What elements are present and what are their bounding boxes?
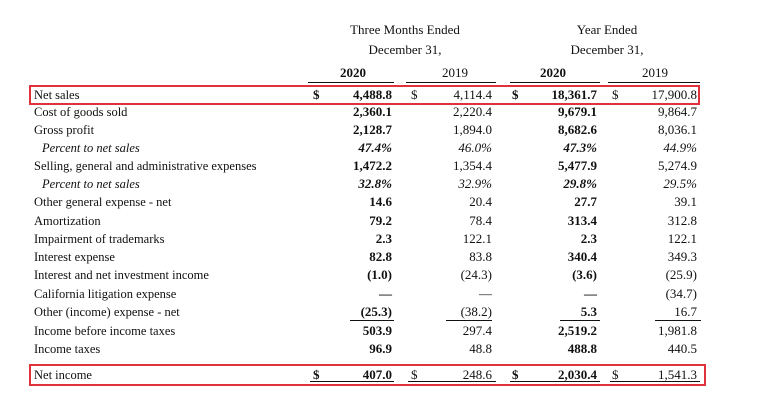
cell-value: 46.0% bbox=[458, 140, 492, 155]
cell-value: 79.2 bbox=[369, 213, 392, 228]
cell-value: 5.3 bbox=[580, 304, 597, 319]
table-row bbox=[0, 230, 760, 248]
subtotal-underline bbox=[446, 320, 492, 321]
year-ended-title: Year Ended bbox=[576, 22, 638, 37]
row-label: Other general expense - net bbox=[34, 195, 172, 209]
table-row bbox=[0, 322, 760, 340]
cell-value: 2,030.4 bbox=[558, 367, 597, 382]
cell-value: (24.3) bbox=[460, 267, 492, 282]
currency-symbol: $ bbox=[512, 87, 519, 102]
cell-value: 14.6 bbox=[369, 194, 392, 209]
currency-symbol: $ bbox=[612, 367, 619, 382]
year-ended-date: December 31, bbox=[570, 42, 644, 57]
cell-value: 29.5% bbox=[663, 176, 697, 191]
subtotal-underline bbox=[560, 320, 600, 321]
cell-value: (25.9) bbox=[665, 267, 697, 282]
cell-value: 44.9% bbox=[663, 140, 697, 155]
cell-value: 2,220.4 bbox=[453, 104, 492, 119]
cell-value: 2,519.2 bbox=[558, 323, 597, 338]
table-row bbox=[0, 103, 760, 121]
table-row bbox=[0, 248, 760, 266]
year-header-y-2019: 2019 bbox=[642, 65, 668, 80]
cell-value: 407.0 bbox=[362, 367, 392, 382]
subtotal-underline bbox=[655, 320, 701, 321]
cell-value: 5,477.9 bbox=[558, 158, 597, 173]
table-row bbox=[0, 157, 760, 175]
cell-value: 1,541.3 bbox=[658, 367, 697, 382]
cell-value: 4,488.8 bbox=[353, 87, 392, 102]
table-row bbox=[0, 193, 760, 211]
cell-value: 39.1 bbox=[674, 194, 697, 209]
cell-value: 2,360.1 bbox=[353, 104, 392, 119]
currency-symbol: $ bbox=[313, 87, 320, 102]
row-label: Interest expense bbox=[34, 250, 115, 264]
table-row bbox=[0, 285, 760, 303]
row-label: Impairment of trademarks bbox=[34, 232, 165, 246]
cell-value: (34.7) bbox=[665, 286, 697, 301]
row-label: Percent to net sales bbox=[42, 177, 140, 191]
net-sales-highlight bbox=[29, 85, 700, 105]
year-underline bbox=[406, 82, 496, 83]
cell-value: 503.9 bbox=[362, 323, 392, 338]
cell-value: 2.3 bbox=[580, 231, 597, 246]
currency-symbol: $ bbox=[612, 87, 619, 102]
cell-value: 122.1 bbox=[462, 231, 492, 246]
cell-value: 96.9 bbox=[369, 341, 392, 356]
cell-value: 16.7 bbox=[674, 304, 697, 319]
net-income-highlight bbox=[29, 364, 706, 386]
cell-value: 9,864.7 bbox=[658, 104, 697, 119]
cell-value: 349.3 bbox=[667, 249, 697, 264]
cell-value: — bbox=[584, 286, 597, 301]
row-label: Net sales bbox=[34, 88, 80, 102]
cell-value: 47.4% bbox=[358, 140, 392, 155]
table-row bbox=[0, 340, 760, 358]
currency-symbol: $ bbox=[512, 367, 519, 382]
row-label: Percent to net sales bbox=[42, 141, 140, 155]
table-row bbox=[0, 266, 760, 284]
cell-value: 78.4 bbox=[469, 213, 492, 228]
cell-value: — bbox=[379, 286, 392, 301]
cell-value: 8,036.1 bbox=[658, 122, 697, 137]
row-label: Income before income taxes bbox=[34, 324, 176, 338]
cell-value: 340.4 bbox=[567, 249, 597, 264]
row-label: Income taxes bbox=[34, 342, 101, 356]
cell-value: 1,981.8 bbox=[658, 323, 697, 338]
cell-value: 17,900.8 bbox=[651, 87, 697, 102]
table-row bbox=[0, 212, 760, 230]
table-row bbox=[0, 303, 760, 321]
cell-value: 8,682.6 bbox=[558, 122, 597, 137]
row-label: Amortization bbox=[34, 214, 101, 228]
row-label: Selling, general and administrative expenses bbox=[34, 159, 257, 173]
cell-value: 32.8% bbox=[358, 176, 392, 191]
cell-value: 488.8 bbox=[567, 341, 597, 356]
cell-value: 297.4 bbox=[462, 323, 492, 338]
cell-value: 48.8 bbox=[469, 341, 492, 356]
cell-value: 83.8 bbox=[469, 249, 492, 264]
cell-value: 440.5 bbox=[667, 341, 697, 356]
cell-value: 18,361.7 bbox=[551, 87, 597, 102]
cell-value: 248.6 bbox=[462, 367, 492, 382]
year-header-q-2020: 2020 bbox=[340, 65, 366, 80]
cell-value: — bbox=[479, 286, 492, 301]
year-underline bbox=[308, 82, 394, 83]
cell-value: 20.4 bbox=[469, 194, 492, 209]
cell-value: (25.3) bbox=[360, 304, 392, 319]
cell-value: 47.3% bbox=[563, 140, 597, 155]
cell-value: 312.8 bbox=[667, 213, 697, 228]
cell-value: 9,679.1 bbox=[558, 104, 597, 119]
cell-value: 82.8 bbox=[369, 249, 392, 264]
row-label: Net income bbox=[34, 368, 92, 382]
table-row bbox=[0, 121, 760, 139]
currency-symbol: $ bbox=[411, 367, 418, 382]
currency-symbol: $ bbox=[313, 367, 320, 382]
year-header-y-2020: 2020 bbox=[540, 65, 566, 80]
three-months-title: Three Months Ended bbox=[350, 22, 460, 37]
cell-value: 27.7 bbox=[574, 194, 597, 209]
cell-value: (1.0) bbox=[367, 267, 392, 282]
cell-value: 313.4 bbox=[567, 213, 597, 228]
row-label: Other (income) expense - net bbox=[34, 305, 180, 319]
cell-value: 32.9% bbox=[458, 176, 492, 191]
table-row bbox=[0, 139, 760, 157]
currency-symbol: $ bbox=[411, 87, 418, 102]
cell-value: 29.8% bbox=[563, 176, 597, 191]
cell-value: (38.2) bbox=[460, 304, 492, 319]
subtotal-underline bbox=[350, 320, 394, 321]
cell-value: 4,114.4 bbox=[453, 87, 492, 102]
cell-value: 1,354.4 bbox=[453, 158, 492, 173]
row-label: California litigation expense bbox=[34, 287, 177, 301]
year-underline bbox=[510, 82, 600, 83]
table-row bbox=[0, 175, 760, 193]
cell-value: 2,128.7 bbox=[353, 122, 392, 137]
three-months-date: December 31, bbox=[368, 42, 442, 57]
cell-value: 1,894.0 bbox=[453, 122, 492, 137]
row-label: Gross profit bbox=[34, 123, 95, 137]
row-label: Interest and net investment income bbox=[34, 268, 209, 282]
year-underline bbox=[608, 82, 700, 83]
cell-value: 1,472.2 bbox=[353, 158, 392, 173]
cell-value: (3.6) bbox=[572, 267, 597, 282]
cell-value: 5,274.9 bbox=[658, 158, 697, 173]
cell-value: 2.3 bbox=[375, 231, 392, 246]
year-header-q-2019: 2019 bbox=[442, 65, 468, 80]
row-label: Cost of goods sold bbox=[34, 105, 128, 119]
cell-value: 122.1 bbox=[667, 231, 697, 246]
